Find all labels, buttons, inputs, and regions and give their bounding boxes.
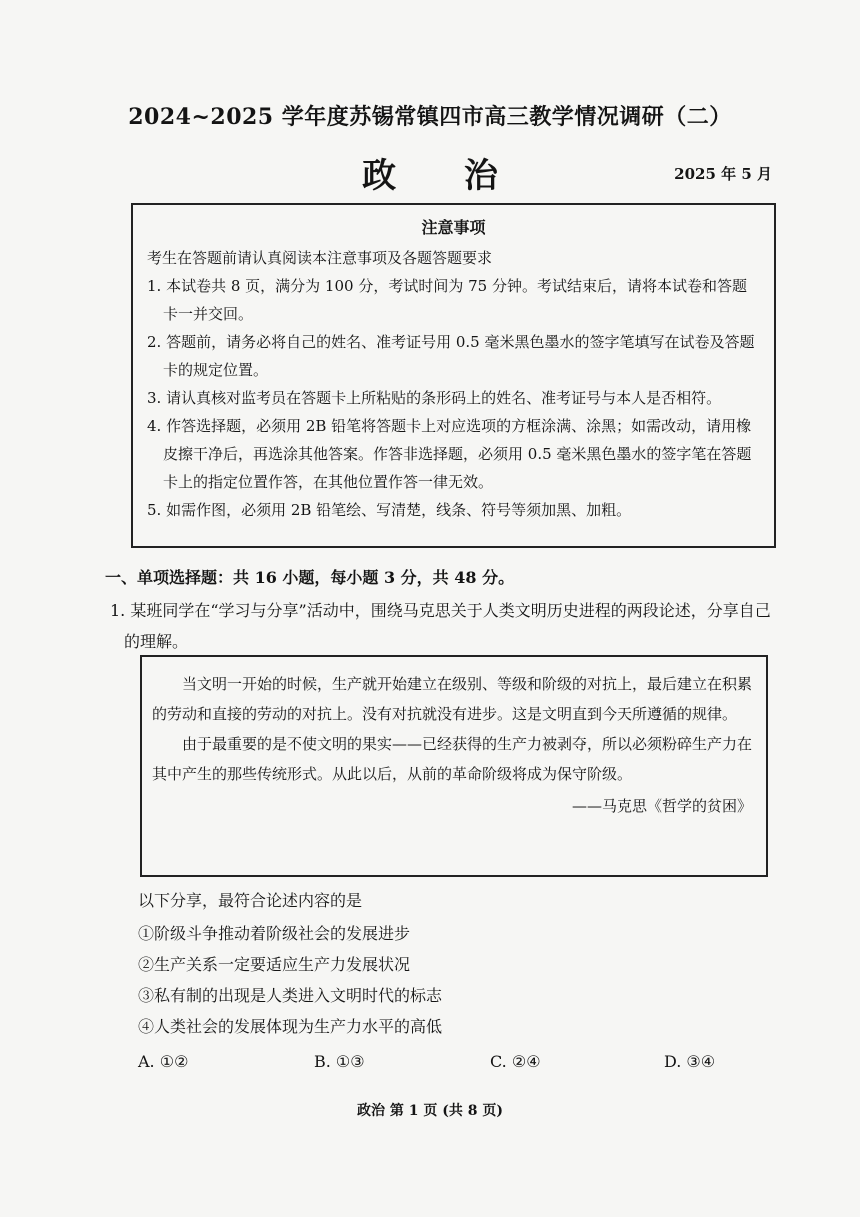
notice-item: 5. 如需作图，必须用 2B 铅笔绘、写清楚，线条、符号等须加黑、加粗。 [147,501,632,519]
notice-item: 2. 答题前，请务必将自己的姓名、准考证号用 0.5 毫米黑色墨水的签字笔填写在试卷及答题卡的规定位置。 [147,333,755,379]
quote-box [140,655,768,877]
quote-source: ——马克思《哲学的贫困》 [571,797,752,815]
notice-item: 1. 本试卷共 8 页，满分为 100 分，考试时间为 75 分钟。考试结束后，请将本试卷和答题卡一并交回。 [147,277,747,323]
quote-paragraph: 当文明一开始的时候，生产就开始建立在级别、等级和阶级的对抗上，最后建立在积累的劳动和直接的劳动的对抗上。没有对抗就没有进步。这是文明直到今天所遵循的规律。 [152,675,753,723]
question-prompt: 以下分享，最符合论述内容的是 [138,891,363,910]
question-stem: 1. 某班同学在“学习与分享”活动中，围绕马克思关于人类文明历史进程的两段论述，分享自己的理解。 [110,601,771,651]
notice-intro: 考生在答题前请认真阅读本注意事项及各题答题要求 [147,249,493,267]
answer-choices [138,1052,738,1078]
notice-box [131,203,776,548]
answer-choice-a[interactable]: A. ①② [138,1052,189,1071]
exam-date: 2025 年 5 月 [674,165,772,183]
subject-title: 政 治 [362,156,526,196]
quote-paragraph: 由于最重要的是不使文明的果实——已经获得的生产力被剥夺，所以必须粉碎生产力在其中产生的那些传统形式。从此以后，从前的革命阶级将成为保守阶级。 [152,735,753,783]
page-footer: 政治 第 1 页 (共 8 页) [357,1103,503,1119]
answer-choice-c[interactable]: C. ②④ [490,1052,541,1071]
section-heading: 一、单项选择题：共 16 小题，每小题 3 分，共 48 分。 [105,568,515,587]
answer-choice-b[interactable]: B. ①③ [314,1052,365,1071]
answer-choice-d[interactable]: D. ③④ [664,1052,716,1071]
notice-title: 注意事项 [421,218,486,237]
option-item: ③私有制的出现是人类进入文明时代的标志 [138,986,443,1005]
option-item: ④人类社会的发展体现为生产力水平的高低 [138,1017,443,1036]
exam-title: 2024~2025 学年度苏锡常镇四市高三教学情况调研（二） [128,104,732,130]
notice-item: 4. 作答选择题，必须用 2B 铅笔将答题卡上对应选项的方框涂满、涂黑；如需改动，请用橡皮擦干净后，再选涂其他答案。作答非选择题，必须用 0.5 毫米黑色墨水的签字笔在答题卡上的指定位置作答，在其他位置作答一律无效。 [147,417,752,491]
notice-item: 3. 请认真核对监考员在答题卡上所粘贴的条形码上的姓名、准考证号与本人是否相符。 [147,389,722,407]
option-item: ②生产关系一定要适应生产力发展状况 [138,955,411,974]
options-list [138,918,442,1042]
option-item: ①阶级斗争推动着阶级社会的发展进步 [138,924,411,943]
